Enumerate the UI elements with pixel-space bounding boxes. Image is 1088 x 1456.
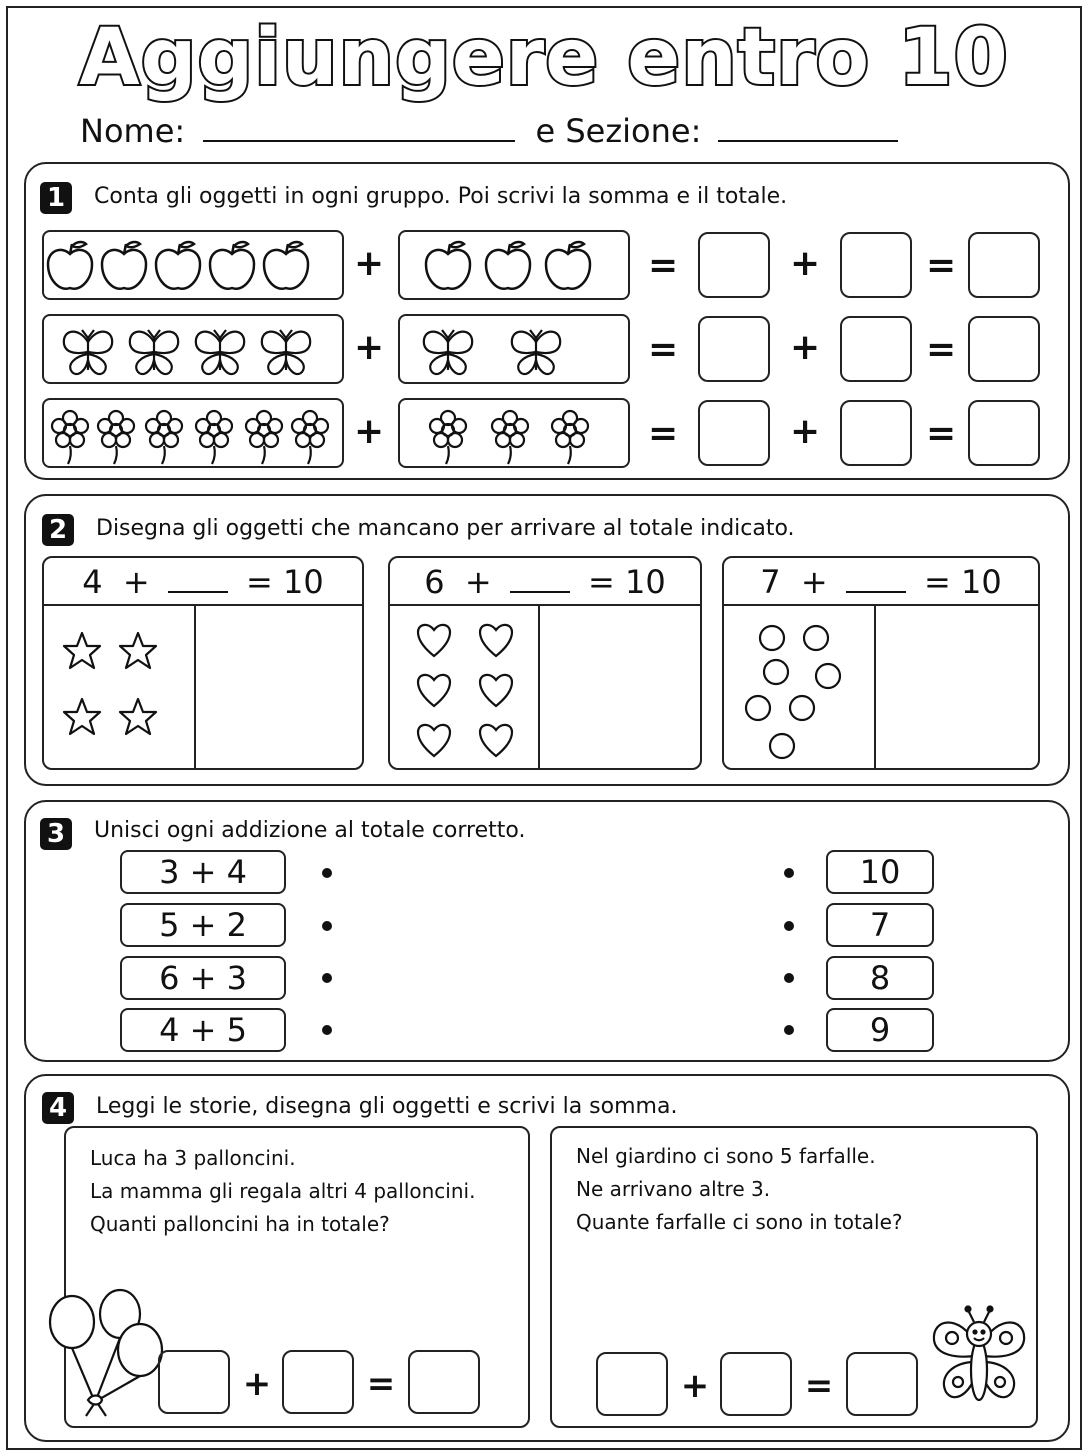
answer-box[interactable] <box>968 316 1040 382</box>
name-field[interactable] <box>203 112 515 142</box>
apple-icon <box>400 232 630 302</box>
answer-box[interactable] <box>840 232 912 298</box>
story-card <box>550 1126 1038 1428</box>
story-text: Luca ha 3 palloncini. <box>90 1146 296 1170</box>
story-text: Ne arrivano altre 3. <box>576 1177 771 1201</box>
page-title: Aggiungere entro 10 <box>79 13 1009 103</box>
section-1 <box>24 162 1070 480</box>
equals-sign: = <box>926 329 957 370</box>
addition-card: 3 + 4 <box>120 850 286 894</box>
butterfly-icon <box>44 316 344 386</box>
plus-sign: + <box>354 327 385 368</box>
total-card: 8 <box>826 956 934 1000</box>
missing-number-blank[interactable] <box>168 567 228 593</box>
match-dot-right[interactable] <box>784 1025 794 1035</box>
heart-icon <box>390 606 538 772</box>
addition-card: 6 + 3 <box>120 956 286 1000</box>
answer-box[interactable] <box>698 232 770 298</box>
total-card: 10 <box>826 850 934 894</box>
match-dot-right[interactable] <box>784 921 794 931</box>
circle-icon <box>724 606 874 772</box>
equals-sign: = <box>804 1366 834 1406</box>
group-box-right <box>398 398 630 468</box>
match-dot-left[interactable] <box>322 973 332 983</box>
apple-icon <box>44 232 344 302</box>
story-text: La mamma gli regala altri 4 palloncini. <box>90 1179 476 1203</box>
butterfly-icon <box>400 316 630 386</box>
equals-sign: = <box>648 329 679 370</box>
plus-sign: + <box>354 243 385 284</box>
plus-sign: + <box>242 1364 272 1404</box>
equals-sign: = <box>926 245 957 286</box>
answer-box[interactable] <box>840 400 912 466</box>
section-field[interactable] <box>718 112 898 142</box>
drawing-area[interactable] <box>540 608 700 768</box>
butterfly-icon <box>924 1304 1034 1414</box>
section-2-instruction: Disegna gli oggetti che mancano per arrivare al totale indicato. <box>96 516 795 541</box>
name-label: Nome: <box>80 112 186 150</box>
plus-sign: + <box>790 411 821 452</box>
section-1-number: 1 <box>40 182 72 214</box>
section-2-number: 2 <box>42 514 74 546</box>
section-3-instruction: Unisci ogni addizione al totale corretto. <box>94 818 526 843</box>
flower-icon <box>400 400 630 470</box>
answer-box[interactable] <box>968 232 1040 298</box>
answer-box[interactable] <box>698 400 770 466</box>
total-card: 9 <box>826 1008 934 1052</box>
drawing-area[interactable] <box>876 608 1038 768</box>
story-text: Nel giardino ci sono 5 farfalle. <box>576 1144 876 1168</box>
star-icon <box>44 606 194 772</box>
panel-equation: 4 + = 10 <box>44 558 362 606</box>
story-text: Quanti palloncini ha in totale? <box>90 1212 390 1236</box>
answer-box[interactable] <box>968 400 1040 466</box>
section-label: e Sezione: <box>535 112 702 150</box>
plus-sign: + <box>790 243 821 284</box>
equals-sign: = <box>366 1364 396 1404</box>
match-dot-left[interactable] <box>322 921 332 931</box>
flower-icon <box>44 400 344 470</box>
missing-panel <box>722 556 1040 770</box>
match-dot-right[interactable] <box>784 868 794 878</box>
match-dot-right[interactable] <box>784 973 794 983</box>
answer-box[interactable] <box>698 316 770 382</box>
total-card: 7 <box>826 903 934 947</box>
answer-box[interactable] <box>158 1350 230 1414</box>
answer-box[interactable] <box>282 1350 354 1414</box>
plus-sign: + <box>790 327 821 368</box>
section-2 <box>24 494 1070 786</box>
missing-panel <box>388 556 702 770</box>
missing-number-blank[interactable] <box>510 567 570 593</box>
missing-number-blank[interactable] <box>846 567 906 593</box>
answer-box[interactable] <box>846 1352 918 1416</box>
group-box-left <box>42 230 344 300</box>
story-card <box>64 1126 530 1428</box>
answer-box[interactable] <box>408 1350 480 1414</box>
name-line <box>80 112 898 150</box>
addition-card: 5 + 2 <box>120 903 286 947</box>
section-4-instruction: Leggi le storie, disegna gli oggetti e scrivi la somma. <box>96 1094 678 1119</box>
group-box-left <box>42 398 344 468</box>
panel-equation: 6 + = 10 <box>390 558 700 606</box>
match-dot-left[interactable] <box>322 868 332 878</box>
story-text: Quante farfalle ci sono in totale? <box>576 1210 903 1234</box>
plus-sign: + <box>680 1366 710 1406</box>
plus-sign: + <box>354 411 385 452</box>
section-1-instruction: Conta gli oggetti in ogni gruppo. Poi scrivi la somma e il totale. <box>94 184 788 209</box>
group-box-right <box>398 230 630 300</box>
drawing-area[interactable] <box>196 608 362 768</box>
group-box-left <box>42 314 344 384</box>
balloons-icon <box>30 1268 150 1418</box>
missing-panel <box>42 556 364 770</box>
group-box-right <box>398 314 630 384</box>
equals-sign: = <box>648 413 679 454</box>
addition-card: 4 + 5 <box>120 1008 286 1052</box>
answer-box[interactable] <box>720 1352 792 1416</box>
equals-sign: = <box>926 413 957 454</box>
answer-box[interactable] <box>840 316 912 382</box>
answer-box[interactable] <box>596 1352 668 1416</box>
section-4-number: 4 <box>42 1092 74 1124</box>
equals-sign: = <box>648 245 679 286</box>
section-3-number: 3 <box>40 818 72 850</box>
panel-equation: 7 + = 10 <box>724 558 1038 606</box>
match-dot-left[interactable] <box>322 1025 332 1035</box>
section-4 <box>24 1074 1070 1442</box>
section-3 <box>24 800 1070 1062</box>
